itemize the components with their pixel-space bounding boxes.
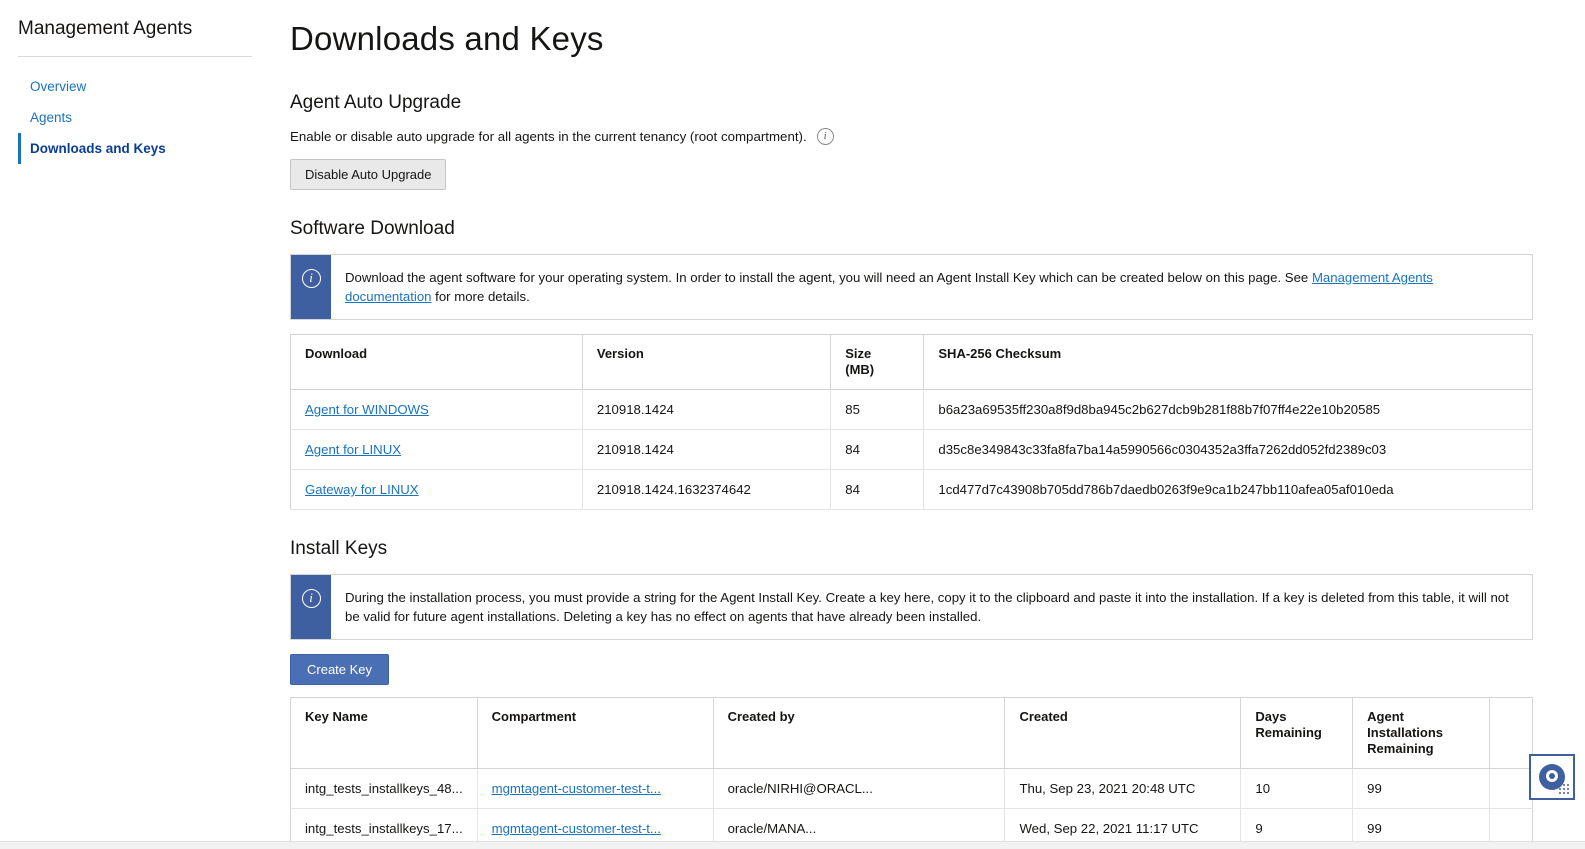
cell-size: 85 — [831, 390, 924, 430]
info-icon: i — [302, 269, 321, 288]
cell-download — [291, 430, 583, 470]
cell-download — [291, 470, 583, 510]
column-header-size[interactable]: Size (MB) — [831, 335, 924, 390]
cell-key-name: intg_tests_installkeys_17... — [291, 809, 478, 849]
management-agents-documentation-link[interactable]: Management Agents documentation — [345, 270, 1433, 304]
table-header-row — [291, 335, 1533, 390]
cell-days-remaining: 10 — [1241, 769, 1353, 809]
cell-installs-remaining: 99 — [1353, 769, 1490, 809]
software-download-table — [290, 334, 1533, 510]
cell-created-by: oracle/NIRHI@ORACL... — [713, 769, 1005, 809]
main-content — [272, 0, 1585, 836]
table-row — [291, 769, 1533, 809]
agent-auto-upgrade-description-row — [290, 128, 1533, 145]
info-icon[interactable]: i — [817, 128, 834, 145]
cell-installs-remaining: 99 — [1353, 809, 1490, 849]
cell-key-name: intg_tests_installkeys_48... — [291, 769, 478, 809]
cell-version: 210918.1424 — [582, 430, 830, 470]
horizontal-scrollbar[interactable] — [0, 841, 1585, 849]
sidebar-title: Management Agents — [18, 18, 252, 57]
cell-compartment — [477, 769, 713, 809]
cell-days-remaining: 9 — [1241, 809, 1353, 849]
install-keys-table-body — [291, 769, 1533, 849]
create-key-row — [290, 654, 1533, 685]
support-widget-button[interactable] — [1529, 754, 1575, 800]
software-download-banner-text — [331, 255, 1532, 319]
column-header-key-name[interactable]: Key Name — [291, 698, 478, 769]
software-download-section — [290, 218, 1533, 510]
sidebar — [0, 0, 272, 816]
download-link-gateway-linux[interactable]: Gateway for LINUX — [305, 482, 419, 497]
cell-size: 84 — [831, 430, 924, 470]
column-header-agent-installations-remaining[interactable]: Agent Installations Remaining — [1353, 698, 1490, 769]
banner-info-icon-container — [291, 575, 331, 639]
column-header-sha256-checksum[interactable]: SHA-256 Checksum — [924, 335, 1533, 390]
table-header-row — [291, 698, 1533, 769]
download-link-agent-linux[interactable]: Agent for LINUX — [305, 442, 402, 457]
table-row — [291, 430, 1533, 470]
column-header-created[interactable]: Created — [1005, 698, 1241, 769]
column-header-download[interactable]: Download — [291, 335, 583, 390]
agent-auto-upgrade-section — [290, 92, 1533, 190]
download-link-agent-windows[interactable]: Agent for WINDOWS — [305, 402, 429, 417]
create-key-button[interactable]: Create Key — [290, 654, 389, 685]
cell-created: Wed, Sep 22, 2021 11:17 UTC — [1005, 809, 1241, 849]
column-header-created-by[interactable]: Created by — [713, 698, 1005, 769]
install-keys-table — [290, 697, 1533, 849]
cell-created-by: oracle/MANA... — [713, 809, 1005, 849]
compartment-link[interactable]: mgmtagent-customer-test-t... — [491, 821, 661, 836]
cell-checksum: b6a23a69535ff230a8f9d8ba945c2b627dcb9b281f88b7f07ff4e22e10b20585 — [924, 390, 1533, 430]
banner-text-before-link: Download the agent software for your operating system. In order to install the agent, you will need an Agent Install Key which can be created below on this page. See — [345, 270, 1312, 285]
install-keys-section — [290, 538, 1533, 849]
cell-version: 210918.1424 — [582, 390, 830, 430]
install-keys-table-head — [291, 698, 1533, 769]
install-keys-heading: Install Keys — [290, 538, 388, 559]
sidebar-nav — [18, 71, 252, 164]
install-keys-banner-text: During the installation process, you must provide a string for the Agent Install Key. Create a key here, copy it to the clipboard and paste it into the installation. If a key is deleted from this table, it will not be valid for future agent installations. Deleting a key has no effect on agents that have already been installed. — [345, 590, 1509, 624]
sidebar-item-agents[interactable]: Agents — [30, 110, 73, 125]
cell-download — [291, 390, 583, 430]
cell-version: 210918.1424.1632374642 — [582, 470, 830, 510]
agent-auto-upgrade-description: Enable or disable auto upgrade for all agents in the current tenancy (root compartment). — [290, 129, 807, 144]
page-title: Downloads and Keys — [290, 20, 604, 57]
column-header-days-remaining[interactable]: Days Remaining — [1241, 698, 1353, 769]
agent-auto-upgrade-heading: Agent Auto Upgrade — [290, 92, 462, 113]
banner-info-icon-container — [291, 255, 331, 319]
cell-actions[interactable] — [1489, 769, 1532, 809]
cell-checksum: 1cd477d7c43908b705dd786b7daedb0263f9e9ca1b247bb110afea05af010eda — [924, 470, 1533, 510]
software-download-info-banner — [290, 254, 1533, 320]
banner-text-after-link: for more details. — [431, 289, 530, 304]
sidebar-item-downloads-and-keys[interactable]: Downloads and Keys — [18, 133, 252, 164]
column-header-actions — [1489, 698, 1532, 769]
compartment-link[interactable]: mgmtagent-customer-test-t... — [491, 781, 661, 796]
software-download-table-head — [291, 335, 1533, 390]
drag-grip-icon[interactable] — [1559, 784, 1570, 795]
install-keys-table-wrap — [290, 697, 1533, 849]
cell-created: Thu, Sep 23, 2021 20:48 UTC — [1005, 769, 1241, 809]
table-row — [291, 470, 1533, 510]
column-header-compartment[interactable]: Compartment — [477, 698, 713, 769]
table-row — [291, 390, 1533, 430]
cell-size: 84 — [831, 470, 924, 510]
cell-checksum: d35c8e349843c33fa8fa7ba14a5990566c0304352a3ffa7262dd052fd2389c03 — [924, 430, 1533, 470]
install-keys-info-banner — [290, 574, 1533, 640]
column-header-version[interactable]: Version — [582, 335, 830, 390]
software-download-table-body — [291, 390, 1533, 510]
software-download-heading: Software Download — [290, 218, 455, 239]
sidebar-item-overview[interactable]: Overview — [30, 79, 87, 94]
info-icon: i — [302, 589, 321, 608]
disable-auto-upgrade-button[interactable]: Disable Auto Upgrade — [290, 159, 446, 190]
